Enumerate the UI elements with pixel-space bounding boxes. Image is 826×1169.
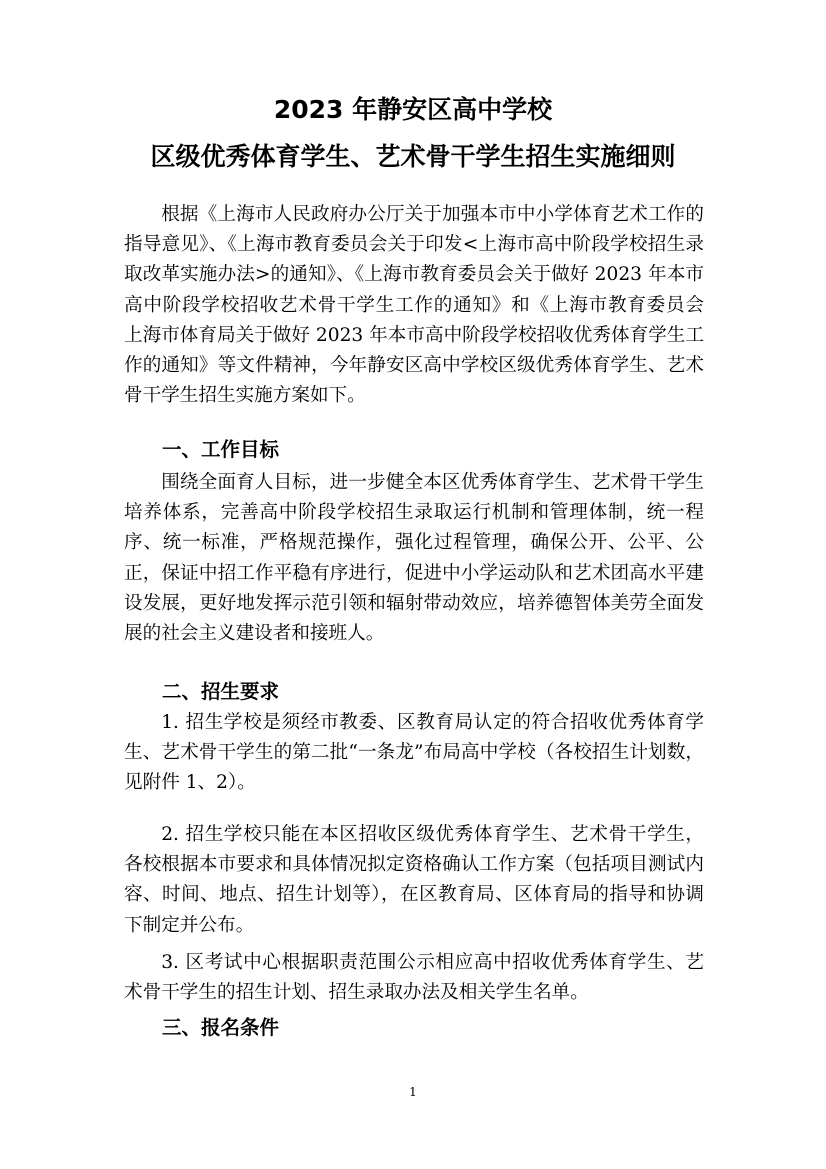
section-heading-enrollment-requirements: 二、招生要求 [162,680,280,703]
page-number: 1 [409,1085,417,1099]
requirement-item-1: 1. 招生学校是须经市教委、区教育局认定的符合招收优秀体育学生、艺术骨干学生的第二批“一条龙”布局高中学校（各校招生计划数，见附件 1、2）。 [124,712,704,794]
section-heading-registration-conditions: 三、报名条件 [162,1016,280,1039]
work-goals-paragraph: 围绕全面育人目标，进一步健全本区优秀体育学生、艺术骨干学生培养体系，完善高中阶段学校招生录取运行机制和管理体制，统一程序、统一标准，严格规范操作，强化过程管理，确保公开、公平、公正，保证中招工作平稳有序进行，促进中小学运动队和艺术团高水平建设发展，更好地发挥示范引领和辐射带动效应，培养德智体美劳全面发展的社会主义建设者和接班人。 [124,472,704,645]
document-title-line-2: 区级优秀体育学生、艺术骨干学生招生实施细则 [150,142,676,171]
section-heading-work-goals: 一、工作目标 [162,438,280,461]
document-title-line-1: 2023 年静安区高中学校 [273,95,553,124]
requirement-item-2: 2. 招生学校只能在本区招收区级优秀体育学生、艺术骨干学生，各校根据本市要求和具体情况拟定资格确认工作方案（包括项目测试内容、时间、地点、招生计划等），在区教育局、区体育局的指导和协调下制定并公布。 [124,824,704,936]
intro-paragraph: 根据《上海市人民政府办公厅关于加强本市中小学体育艺术工作的指导意见》、《上海市教育委员会关于印发<上海市高中阶段学校招生录取改革实施办法>的通知》、《上海市教育委员会关于做好 2023 年本市高中阶段学校招收艺术骨干学生工作的通知》和《上海市教育委员会 上海市体育局关于做好 2023 年本市高中阶段学校招收优秀体育学生工作的通知》等文件精神，今年静安区高中学校区级优秀体育学生、艺术骨干学生招生实施方案如下。 [124,204,704,407]
requirement-item-3: 3. 区考试中心根据职责范围公示相应高中招收优秀体育学生、艺术骨干学生的招生计划、招生录取办法及相关学生名单。 [124,952,704,1004]
